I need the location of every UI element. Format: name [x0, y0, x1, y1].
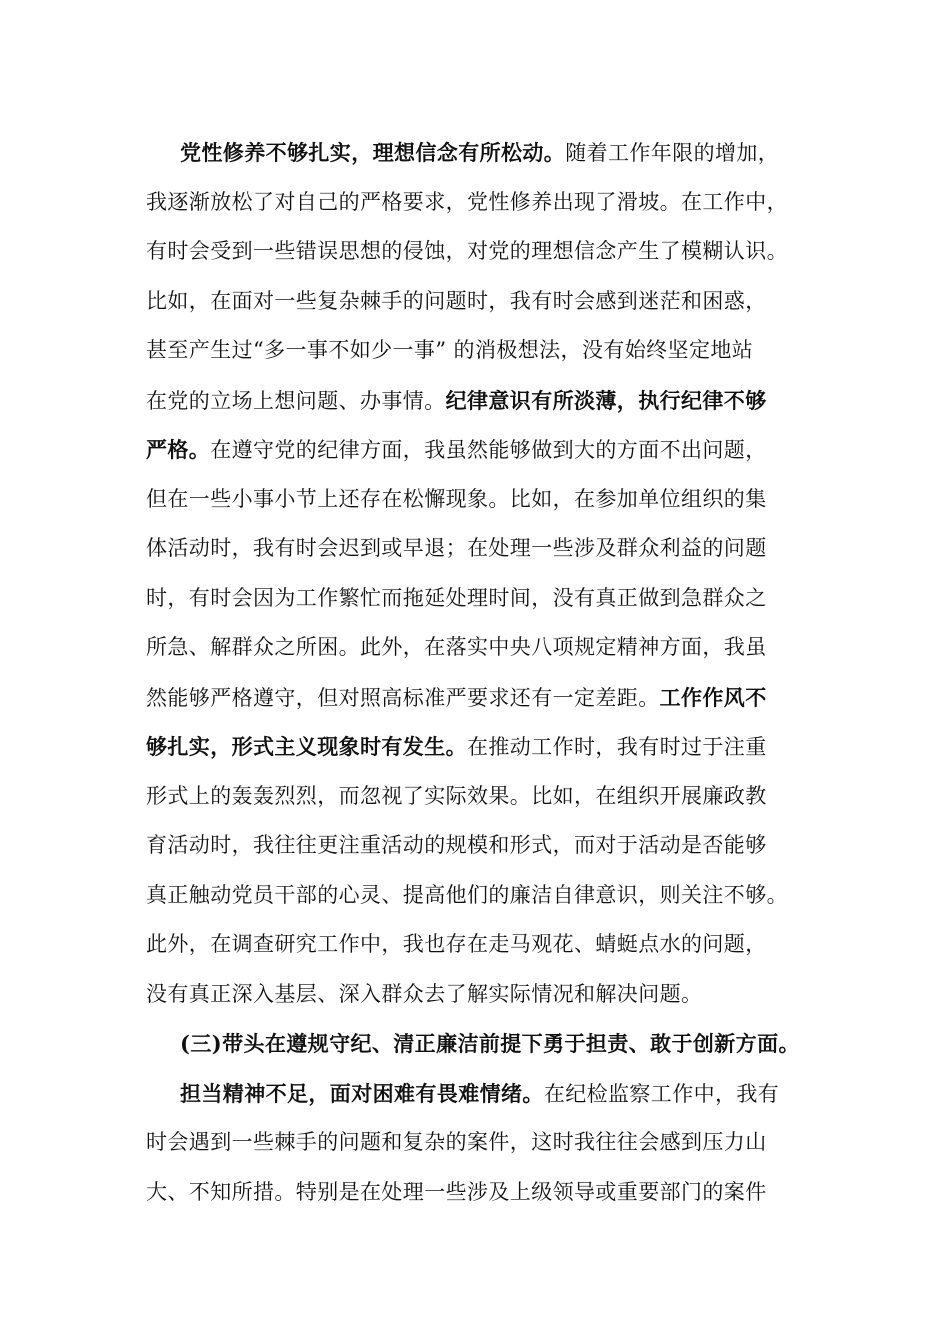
text-line	[146, 475, 822, 525]
body-text-segment: 时会遇到一些棘手的问题和复杂的案件，这时我往往会感到压力山	[146, 1130, 767, 1154]
body-text-segment: 随着工作年限的增加，	[565, 141, 780, 165]
text-line	[146, 178, 822, 228]
text-line	[146, 920, 822, 970]
bold-heading-text: 纪律意识有所淡薄，执行纪律不够	[445, 387, 767, 413]
body-text-segment: 大、不知所措。特别是在处理一些涉及上级领导或重要部门的案件	[146, 1179, 767, 1204]
body-text-segment: 在纪检监察工作中，我有	[543, 1081, 780, 1106]
body-text-segment: 此外，在调查研究工作中，我也存在走马观花、蜻蜓点水的问题，	[146, 932, 767, 956]
body-text-segment: 没有真正深入基层、深入群众去了解实际情况和解决问题。	[146, 981, 703, 1006]
body-text-segment: 形式上的轰轰烈烈，而忽视了实际效果。比如，在组织开展廉政教	[146, 783, 767, 808]
body-text-segment: 在党的立场上想问题、办事情。	[146, 388, 446, 413]
body-text-segment: 真正触动党员干部的心灵、提高他们的廉洁自律意识，则关注不够。	[146, 882, 788, 907]
text-line	[146, 673, 822, 723]
text-line	[146, 128, 822, 178]
text-line	[146, 1118, 822, 1168]
bold-heading-text: 党性修养不够扎实，理想信念有所松动。	[180, 140, 566, 165]
text-line	[146, 623, 822, 673]
text-line	[146, 277, 822, 327]
text-line	[146, 425, 822, 475]
body-text-segment: 在推动工作时，我有时过于注重	[467, 735, 767, 759]
body-text	[146, 128, 822, 1217]
text-line	[146, 821, 822, 871]
bold-heading-text: 工作作风不	[659, 684, 767, 710]
text-line	[146, 1069, 822, 1119]
body-text-segment: 所急、解群众之所困。此外，在落实中央八项规定精神方面，我虽	[146, 635, 767, 659]
body-text-segment: 我逐渐放松了对自己的严格要求，党性修养出现了滑坡。在工作中，	[146, 189, 788, 214]
body-text-segment: 育活动时，我往往更注重活动的规模和形式，而对于活动是否能够	[146, 833, 767, 857]
text-line	[146, 376, 822, 426]
text-line	[146, 326, 822, 376]
body-text-segment: 但在一些小事小节上还存在松懈现象。比如，在参加单位组织的集	[146, 486, 767, 511]
text-line	[146, 970, 822, 1020]
text-line	[146, 227, 822, 277]
text-line	[146, 722, 822, 772]
bold-heading-text: 严格。	[146, 437, 211, 462]
body-text-segment: 比如，在面对一些复杂棘手的问题时，我有时会感到迷茫和困惑，	[146, 288, 767, 313]
text-line	[146, 772, 822, 822]
body-text-segment: 在遵守党的纪律方面，我虽然能够做到大的方面不出问题，	[210, 438, 767, 462]
bold-heading-text: 担当精神不足，面对困难有畏难情绪。	[180, 1080, 544, 1106]
body-text-segment: 时，有时会因为工作繁忙而拖延处理时间，没有真正做到急群众之	[146, 585, 767, 610]
body-text-segment: 体活动时，我有时会迟到或早退；在处理一些涉及群众利益的问题	[146, 536, 767, 560]
body-text-segment: 然能够严格遵守，但对照高标准严要求还有一定差距。	[146, 685, 660, 710]
text-line	[146, 1168, 822, 1218]
text-line	[146, 1019, 822, 1069]
body-text-segment: 甚至产生过“多一事不如少一事” 的消极想法，没有始终坚定地站	[146, 338, 754, 362]
text-line	[146, 871, 822, 921]
bold-heading-text: (三)带头在遵规守纪、清正廉洁前提下勇于担责、敢于创新方面。	[180, 1031, 800, 1056]
bold-heading-text: 够扎实，形式主义现象时有发生。	[146, 734, 467, 759]
text-line	[146, 524, 822, 574]
body-text-segment: 有时会受到一些错误思想的侵蚀，对党的理想信念产生了模糊认识。	[146, 239, 788, 263]
text-line	[146, 574, 822, 624]
